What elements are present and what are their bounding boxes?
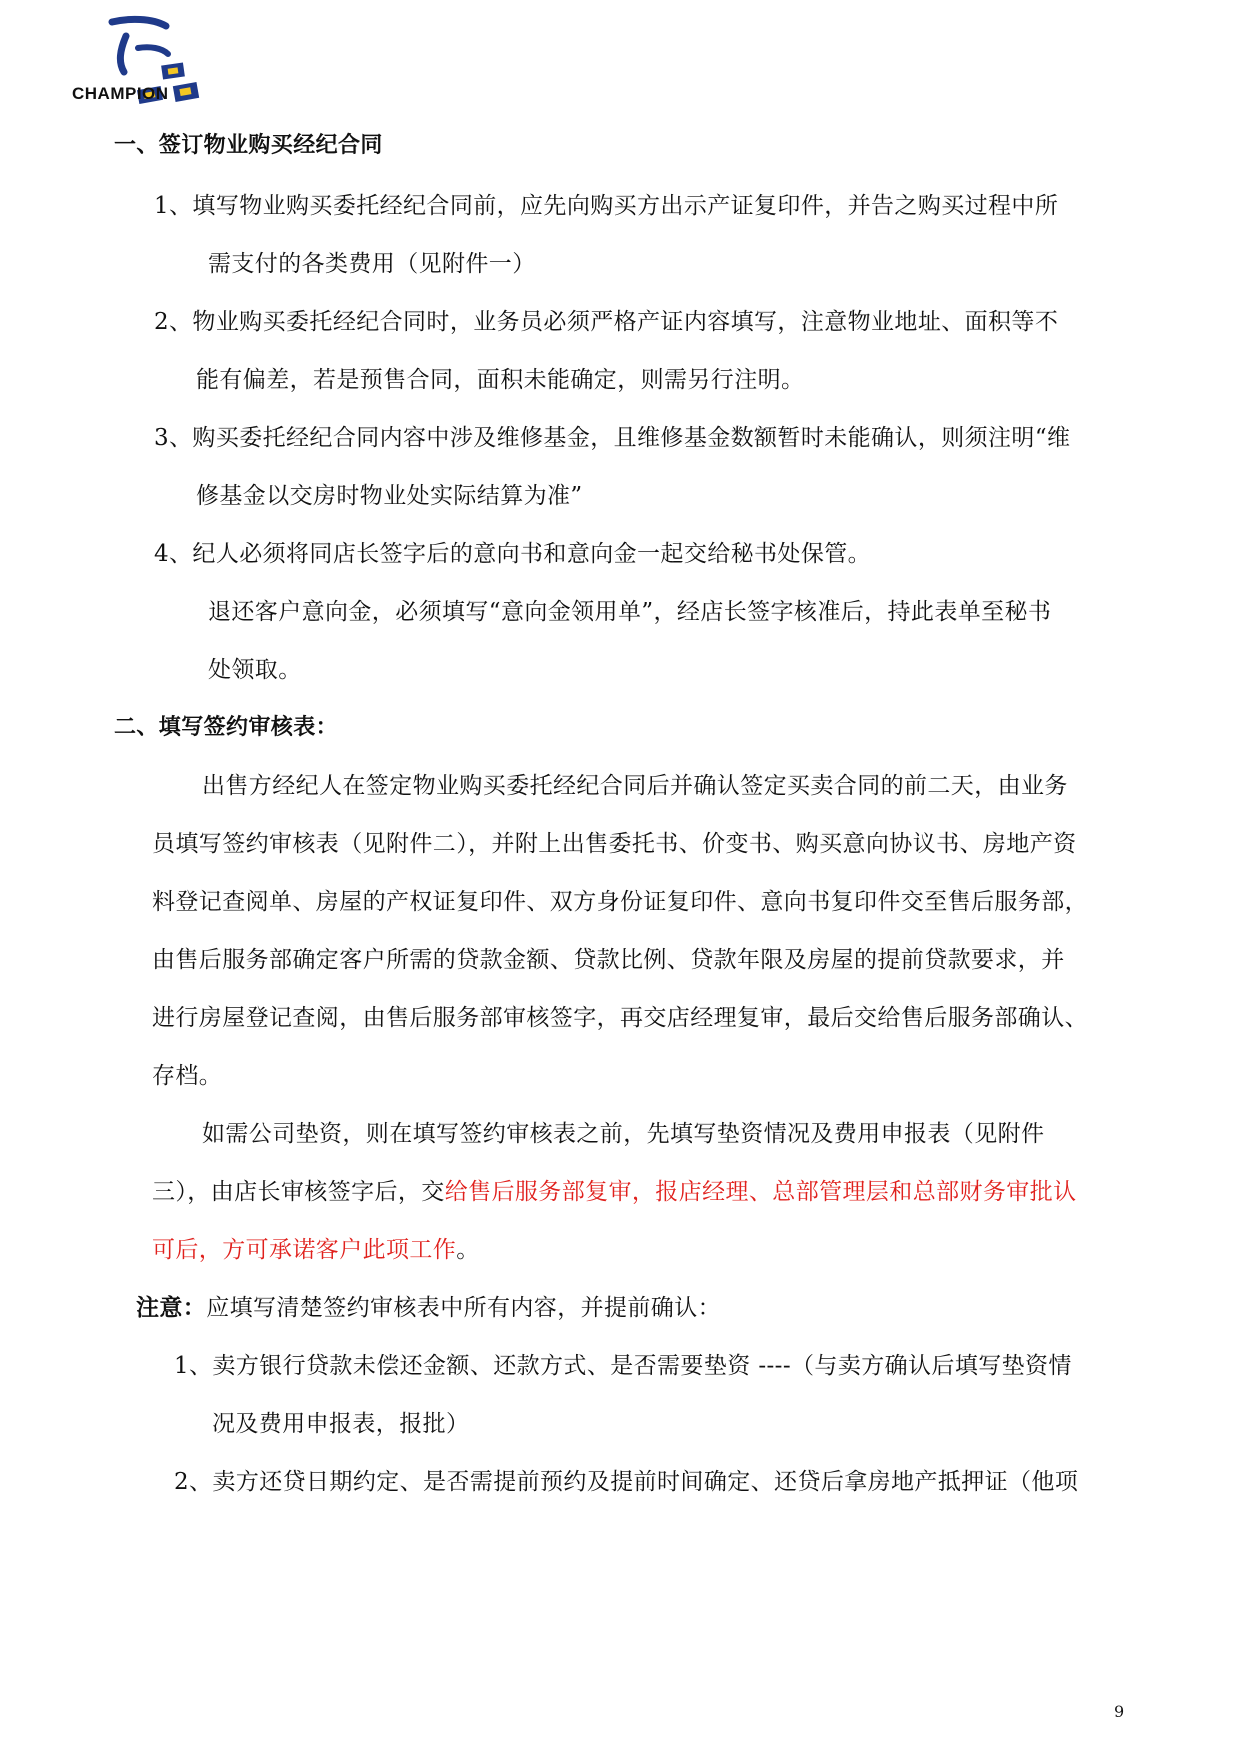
para-2-line-2-red-text: 给售后服务部复审，报店经理、总部管理层和总部财务审批认 <box>444 1179 1077 1205</box>
page-number: 9 <box>1114 1702 1125 1721</box>
section-2-para-1-line-6: 存档。 <box>152 1063 223 1089</box>
para-2-line-3-red-text: 可后，方可承诺客户此项工作 <box>152 1237 457 1263</box>
section-1-item-3-line-2: 修基金以交房时物业处实际结算为准” <box>196 483 583 509</box>
section-1-item-1-line-1: 1、填写物业购买委托经纪合同前，应先向购买方出示产证复印件，并告之购买过程中所 <box>154 193 1059 219</box>
section-1-item-1-line-2: 需支付的各类费用（见附件一） <box>208 251 536 277</box>
section-2-para-1-line-2: 员填写签约审核表（见附件二），并附上出售委托书、价变书、购买意向协议书、房地产资 <box>152 831 1077 857</box>
section-1-item-4: 4、纪人必须将同店长签字后的意向书和意向金一起交给秘书处保管。 <box>154 541 872 567</box>
note-item-2-line-1: 2、卖方还贷日期约定、是否需提前预约及提前时间确定、还贷后拿房地产抵押证（他项 <box>174 1469 1079 1495</box>
section-2-para-1-line-5: 进行房屋登记查阅，由售后服务部审核签字，再交店经理复审，最后交给售后服务部确认、 <box>152 1005 1088 1031</box>
note-item-1-line-1: 1、卖方银行贷款未偿还金额、还款方式、是否需要垫资 ----（与卖方确认后填写垫资情 <box>174 1353 1072 1379</box>
logo-text: CHAMPION <box>72 84 169 103</box>
para-2-line-2-black-text: 三），由店长审核签字后，交 <box>152 1179 445 1205</box>
section-2-para-2-line-1: 如需公司垫资，则在填写签约审核表之前，先填写垫资情况及费用申报表（见附件 <box>202 1121 1045 1147</box>
section-2-para-1-line-4: 由售后服务部确定客户所需的贷款金额、贷款比例、贷款年限及房屋的提前贷款要求，并 <box>152 947 1065 973</box>
champion-logo <box>34 14 214 114</box>
note-item-1-line-2: 况及费用申报表，报批） <box>212 1411 470 1437</box>
section-1-item-2-line-2: 能有偏差，若是预售合同，面积未能确定，则需另行注明。 <box>196 367 805 393</box>
section-2-para-2-line-2 <box>152 1176 1077 1208</box>
section-1-refund-line-2: 处领取。 <box>208 657 302 683</box>
section-2-heading: 二、填写签约审核表： <box>114 715 339 740</box>
para-2-line-3-black-text: 。 <box>456 1237 480 1263</box>
section-2-para-1-line-3: 料登记查阅单、房屋的产权证复印件、双方身份证复印件、意向书复印件交至售后服务部， <box>152 889 1088 915</box>
section-1-heading: 一、签订物业购买经纪合同 <box>114 133 383 158</box>
note-text: 应填写清楚签约审核表中所有内容，并提前确认： <box>206 1295 722 1321</box>
note-label: 注意： <box>136 1295 207 1321</box>
section-1-refund-line-1: 退还客户意向金，必须填写“意向金领用单”，经店长签字核准后，持此表单至秘书 <box>208 599 1052 625</box>
section-1-item-2-line-1: 2、物业购买委托经纪合同时，业务员必须严格产证内容填写，注意物业地址、面积等不 <box>154 309 1059 335</box>
section-2-para-2-line-3 <box>152 1234 480 1266</box>
note-line <box>136 1292 721 1324</box>
section-1-item-3-line-1: 3、购买委托经纪合同内容中涉及维修基金，且维修基金数额暂时未能确认，则须注明“维 <box>154 425 1071 451</box>
section-2-para-1-line-1: 出售方经纪人在签定物业购买委托经纪合同后并确认签定买卖合同的前二天，由业务 <box>202 773 1068 799</box>
